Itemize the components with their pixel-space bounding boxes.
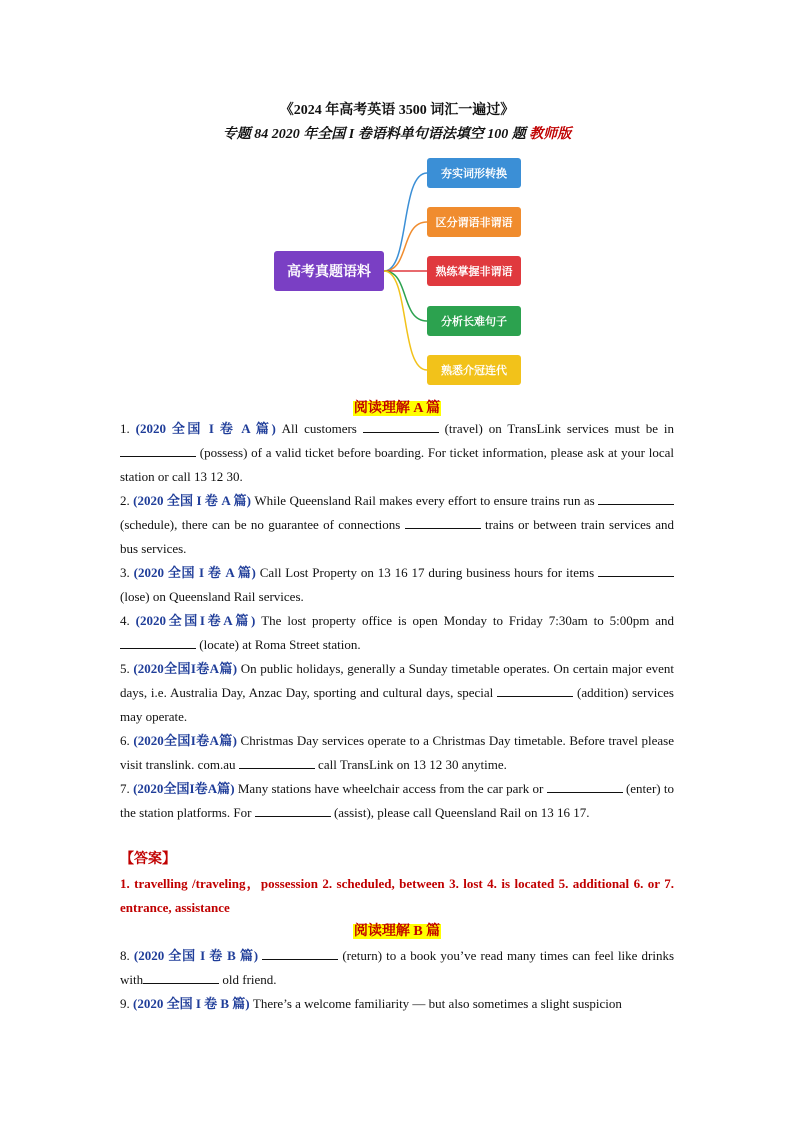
question-text: On public holidays, generally a Sunday timetable operates. On certain major event days, i.e. Australia Day, Anzac Day, sporting and cultural days, special [120,661,674,700]
section-heading-a [0,397,794,417]
question-text: old friend. [219,972,277,987]
branch-predicate-nonpredicate: 区分谓语非谓语 [427,207,521,237]
question-text: (addition) services may operate. [120,685,674,724]
question-7 [120,777,674,825]
mind-map [260,150,540,390]
answer-blank[interactable] [405,514,481,529]
answer-blank[interactable] [255,802,331,817]
question-source: (2020 全国 I 卷 B 篇) [133,948,259,963]
answer-blank[interactable] [143,969,219,984]
question-text: The lost property office is open Monday to Friday 7:30am to 5:00pm and [261,613,675,628]
question-6 [120,729,674,777]
section-heading-b [0,920,794,940]
answer-key: 1. travelling /traveling，possession 2. scheduled, between 3. lost 4. is located 5. additional 6. or 7. entrance, assistance [120,876,674,915]
question-source: (2020全国I卷A篇) [133,661,238,676]
question-number: 6. [120,733,130,748]
question-text: Many stations have wheelchair access from the car park or [237,781,547,796]
question-number: 5. [120,661,130,676]
question-number: 9. [120,996,130,1011]
subtitle-text: 专题 84 2020 年全国 I 卷语料单句语法填空 100 题 [222,127,526,142]
question-1 [120,417,674,489]
question-source: (2020 全国 I 卷 A 篇) [133,493,251,508]
question-number: 7. [120,781,130,796]
question-source: (2020全国I卷A篇) [133,733,237,748]
question-source: (2020 全国 I 卷 A 篇) [133,565,256,580]
question-8 [120,944,674,992]
question-number: 8. [120,948,130,963]
question-3 [120,561,674,609]
question-text: There’s a welcome familiarity — but also sometimes a slight suspicion [252,996,622,1011]
mind-map-center: 高考真题语料 [274,251,384,291]
branch-nonfinite-verbs: 熟练掌握非谓语 [427,256,521,286]
document-title: 《2024 年高考英语 3500 词汇一遍过》 [279,103,515,118]
question-5 [120,657,674,729]
edition-label: 教师版 [529,127,572,142]
question-text: call TransLink on 13 12 30 anytime. [314,757,507,772]
question-text: While Queensland Rail makes every effort to ensure trains run as [254,493,599,508]
question-source: (2020全国I卷A篇) [133,781,235,796]
question-source: (2020全国I卷A篇) [135,613,256,628]
question-2 [120,489,674,561]
question-text: All customers [281,421,363,436]
question-text: trains or between train services and bus services. [120,517,675,556]
question-source: (2020 全国 I 卷 A 篇) [135,421,276,436]
question-text: (return) to a book you’ve read many times can feel like drinks with [120,948,675,987]
question-text: (assist), please call Queensland Rail on 13 16 17. [330,805,590,820]
branch-word-forms: 夯实词形转换 [427,158,521,188]
question-text: (locate) at Roma Street station. [196,637,361,652]
section-b-label: 阅读理解 B 篇 [353,924,441,939]
question-number: 4. [120,613,130,628]
question-text: (enter) to the station platforms. For [120,781,675,820]
question-text: (travel) on TransLink services must be in [438,421,675,436]
question-number: 1. [120,421,130,436]
answer-blank[interactable] [547,778,623,793]
document-subtitle [0,123,794,143]
branch-function-words: 熟悉介冠连代 [427,355,521,385]
section-a-label: 阅读理解 A 篇 [353,401,441,416]
answer-blank[interactable] [239,754,315,769]
answer-heading: 【答案】 [120,852,176,867]
question-text: (schedule), there can be no guarantee of connections [120,517,405,532]
question-text: (possess) of a valid ticket before boarding. For ticket information, please ask at your local station or call 13 12 30. [120,445,674,484]
answer-blank[interactable] [598,490,674,505]
question-text: (lose) on Queensland Rail services. [120,589,304,604]
question-4 [120,609,674,657]
question-source: (2020 全国 I 卷 B 篇) [133,996,250,1011]
answer-blank[interactable] [262,945,338,960]
question-text: Call Lost Property on 13 16 17 during business hours for items [259,565,599,580]
answer-blank[interactable] [120,634,196,649]
answer-blank[interactable] [497,682,573,697]
question-number: 3. [120,565,130,580]
answer-blank[interactable] [598,562,674,577]
question-9 [120,992,674,1016]
answer-blank[interactable] [120,442,196,457]
branch-long-sentences: 分析长难句子 [427,306,521,336]
question-number: 2. [120,493,130,508]
question-text: Christmas Day services operate to a Christmas Day timetable. Before travel please visit translink. com.au [120,733,675,772]
answer-blank[interactable] [363,418,439,433]
